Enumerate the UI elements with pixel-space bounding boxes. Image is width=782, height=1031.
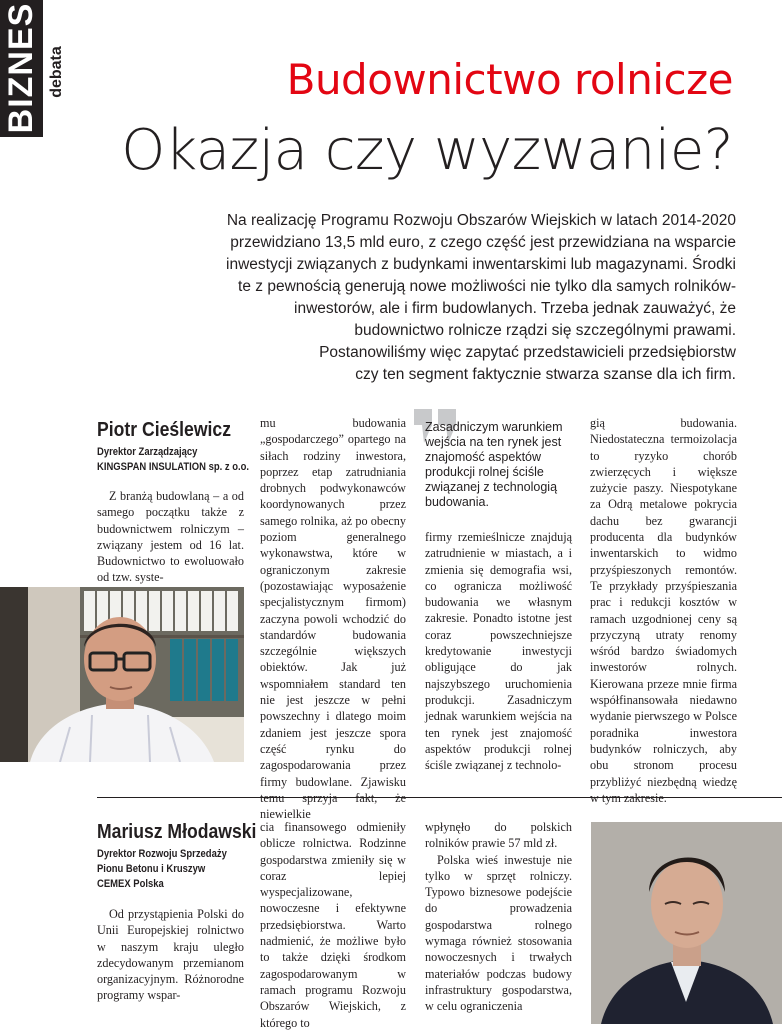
- article-1-column-1: [97, 488, 244, 586]
- author-2-company: CEMEX Polska: [97, 878, 164, 890]
- kicker-title: Budownictwo rolnicze: [286, 55, 733, 104]
- lead-line: inwestorów, ale i firm budowlanych. Trzeba jednak zauważyć, że: [294, 300, 736, 317]
- section-subtag-label: debata: [48, 46, 65, 98]
- paragraph: wpłynęło do polskich rolników prawie 57 mld zł.: [425, 820, 572, 851]
- paragraph: Od przystąpienia Polski do Unii Europejskiej rolnictwo w naszym kraju uległo zdecydowanym przemianom organizacyjnym. Różnorodne programy wspar-: [97, 907, 244, 1003]
- lead-line: Postanowiliśmy więc zapytać przedstawicieli przedsiębiorstw: [319, 344, 736, 361]
- paragraph: Polska wieś inwestuje nie tylko w sprzęt rolniczy. Typowo biznesowe podejście do prowadzenia gospodarstwa rolnego wymaga również stosowania nowoczesnych i trwałych materiałów podczas budowy infrastruktury gospodarstwa, w celu ograniczenia: [425, 852, 572, 1014]
- article-1-column-2: [260, 415, 406, 822]
- article-2-column-2: [260, 819, 406, 1031]
- author-2-photo: [591, 822, 782, 1024]
- lead-line: te z pewnością generują nowe możliwości nie tylko dla samych rolników-: [238, 278, 736, 295]
- lead-line: inwestycji związanych z budynkami inwentarskimi lub magazynami. Środki: [226, 256, 736, 273]
- lead-line: czy ten segment faktycznie stwarza szanse dla ich firm.: [355, 366, 736, 383]
- article-2-column-3: [425, 819, 572, 1015]
- lead-line: przewidziano 13,5 mld euro, z czego część jest przewidziana na wsparcie: [230, 234, 736, 251]
- pull-quote: Zasadniczym warunkiem wejścia na ten rynek jest znajomość aspektów produkcji rolnej ściśle związanej z technologią budowania.: [425, 420, 563, 509]
- author-1-company: KINGSPAN INSULATION sp. z o.o.: [97, 461, 250, 473]
- lead-line: budownictwo rolnicze rządzi się szczególnymi prawami.: [354, 322, 736, 339]
- paragraph: firmy rzemieślnicze znajdują zatrudnienie w miastach, a i zmienia się demografia wsi, co ogranicza możliwość budowania we własnym zakresie. Ponadto istotne jest coraz powszechniejsze kredytowanie inwestycji obligujące do jak najszybszego uruchomienia produkcji. Zasadniczym jednak warunkiem wejścia na ten rynek jest znajomość aspektów produkcji rolnej ściśle związanej z technolo-: [425, 530, 572, 773]
- paragraph: gią budowania. Niedostateczna termoizolacja to ryzyko chorób zwierzęcych i większe zużycie paszy. Niespotykane za Odrą metalowe pokrycia dachu bez gwarancji producenta dla budynków inwentarskich to widmo przyśpieszonych remontów. Te przykłady przyśpieszania prac i redukcji kosztów w ramach uzgodnionej ceny są przyczyną utraty renomy wśród bardzo świadomych inwestorów rolnych. Kierowana przeze mnie firma współfinansowała niedawno wydanie pierwszego w Polsce poradnika inwestora budynków rolniczych, aby obu stronom procesu przybliżyć niezbędną wiedzę w tym zakresie.: [590, 416, 737, 805]
- author-2-role-line-2: Pionu Betonu i Kruszyw: [97, 863, 206, 875]
- lead-line: Na realizację Programu Rozwoju Obszarów Wiejskich w latach 2014-2020: [226, 212, 736, 229]
- author-1-photo: [0, 587, 244, 762]
- article-1-column-4: [590, 415, 737, 806]
- paragraph: Z branżą budowlaną – a od samego początku także z budownictwem rolniczym – związany jestem od 16 lat. Budownictwo to ewoluowało od tzw. syste-: [97, 489, 244, 585]
- headline-title: Okazja czy wyzwanie?: [121, 118, 733, 183]
- article-2-column-1: [97, 906, 244, 1004]
- section-divider: [97, 797, 782, 798]
- author-1-name: Piotr Cieślewicz: [97, 419, 232, 441]
- article-1-column-3: [425, 529, 572, 773]
- section-tag-label: BIZNES: [2, 2, 40, 134]
- author-2-role: Dyrektor Rozwoju Sprzedaży: [97, 848, 227, 860]
- paragraph: mu budowania „gospodarczego” opartego na siłach rodziny inwestora, poprzez etap zatrudniania drobnych podwykonawców koordynowanych przez samego rolnika, aż po obecny poziom generalnego wykonawstwa, które w ograniczonym zakresie (pozostawiając wyposażenie specjalistycznym firmom) zaczyna powoli wchodzić do standardów budowania szczególnie większych obiektów. Jak już wspomniałem standard ten nie jest jeszcze w pełni powszechny i dlatego moim zdaniem jest jeszcze spora część rynku do zagospodarowania przez firmy budowlane. Zjawisku temu sprzyja fakt, że niewielkie: [260, 416, 406, 822]
- paragraph: cia finansowego odmieniły oblicze rolnictwa. Rodzinne gospodarstwa zmieniły się w coraz lepiej wyspecjalizowane, nowoczesne i efektywne przedsiębiorstwa. Warto nadmienić, że możliwe było to także dzięki środkom zagospodarowanym w ramach programu Rozwoju Obszarów Wiejskich, z którego to: [260, 820, 406, 1030]
- author-1-role: Dyrektor Zarządzający: [97, 446, 198, 458]
- author-2-name: Mariusz Młodawski: [97, 821, 257, 843]
